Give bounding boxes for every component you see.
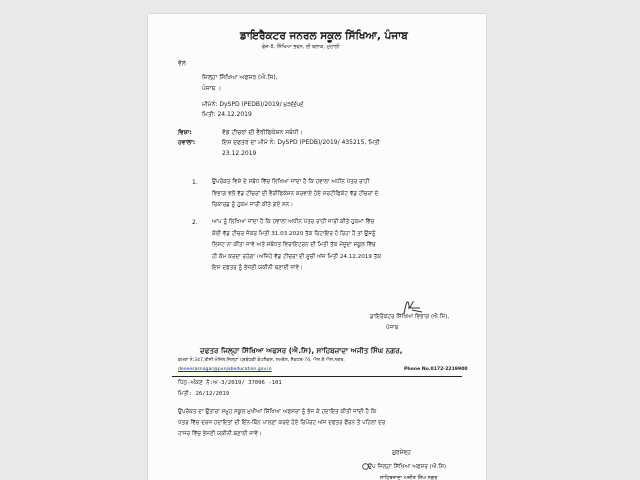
reference-line-2: 23.12.2019 <box>222 150 257 157</box>
subject-label: ਵਿਸ਼ਾ: <box>178 129 192 136</box>
memo-number: ਮੀਮੋਨੰ: DySPD (PEDB)/2019/ ੪੩੬੬੫੬ <box>202 101 304 108</box>
paragraph-line: ਉਪਰੋਕਤ ਵਿਸ਼ੇ ਦੇ ਸਬੰਧ ਵਿੱਚ ਲਿਖਿਆ ਜਾਂਦਾ ਹੈ ਕਿ ਹਵਾਲਾ ਅਧੀਨ ਪੱਤਰ ਰਾਹੀਂ <box>212 179 370 185</box>
endorsement-line: ਹਾਜਰ ਵਿੱਚ ਭੇਜਣੀ ਯਕੀਨੀ ਬਣਾਈ ਜਾਵੇ। <box>178 431 262 437</box>
paragraph-2-number: 2. <box>192 219 198 226</box>
paragraph-line: ਵਿਭਾਗ ਵਲੋਂ ਵੱਡ ਟੀਚਰਾਂ ਦੀ ਵੈਰੀਫਿਕੇਸ਼ਨ ਕਰਵਾਏ ਹੋਏ ਸਰਟੀਫਿਕੇਟ ਵੱਡ ਟੀਚਰਾਂ ਦੇ <box>212 190 379 197</box>
deputy-designation: ਉਪ ਜਿਲ੍ਹਾ ਸਿੱਖਿਆ ਅਫਸਰ (ਐ.ਸਿ) <box>368 464 447 470</box>
subject-text: ਵੱਡ ਟੀਚਰਾਂ ਦੀ ਵੈਰੀਫਿਕੇਸ਼ਨ ਸਬੰਧੀ। <box>222 129 303 136</box>
endorsement-line: ਪੱਤਰ ਵਿੱਚ ਦਰਜ ਹਦਾਇਤਾਂ ਦੀ ਇੰਨ-ਬਿੰਨ ਪਾਲਣਾ ਕਰਦੇ ਹੋਏ ਰਿਪੋਰਟ ਅੱਜ ਦਫਤਰ ਫੌਰਨ ਤੋਂ ਪਹਿਲਾਂ ਦਰ <box>178 420 386 426</box>
letter-header-address: ਫੇਜ਼-8, ਸਿੱਖਿਆ ਭਵਨ, ਈ ਬਲਾਕ, ਮੁਹਾਲੀ <box>262 44 340 50</box>
paragraph-line: ਰਿਕਾਰਡ ਨੂੰ ਹੁਕਮ ਜਾਰੀ ਕੀਤੇ ਗਏ ਸਨ। <box>212 202 294 208</box>
director-designation: ਡਾਇਰੈਕਟਰ ਸਿੱਖਿਆ ਵਿਭਾਗ (ਐ.ਸਿ), <box>370 314 450 320</box>
reference-line-1: ਇਸ ਦਫਤਰ ਦਾ ਮੀਮੋ ਨੰ: DySPD (PEDB)/2019/ 435215, ਮਿਤੀ <box>222 139 380 146</box>
to-label: ਵੱਲ <box>178 60 186 67</box>
letter-header-title: ਡਾਇਰੈਕਟਰ ਜਨਰਲ ਸਕੂਲ ਸਿੱਖਿਆ, ਪੰਜਾਬ <box>240 30 408 42</box>
endorsement-line: ਉਪਰੋਕਤ ਦਾ ਉਤਾਰਾ ਸਮੂਹ ਸਕੂਲ ਮੁਖੀਆਂ ਸਿੱਖਿਆ ਅਫਸਰਾਂ ਨੂੰ ਭੇਜ ਕੇ ਹਦਾਇਤ ਕੀਤੀ ਜਾਂਦੀ ਹੈ ਕਿ <box>178 409 377 415</box>
endorsement-email-link[interactable]: deoeesasnagar@punjabeducation.gov.in <box>178 367 272 372</box>
director-place: ਪੰਜਾਬ <box>386 325 399 331</box>
addressee: ਜਿਲ੍ਹਾ ਸਿੱਖਿਆ ਅਫਸਰ (ਐ.ਸਿ), <box>202 74 278 81</box>
endorsement-phone: Phone No.0172-2219900 <box>404 367 468 372</box>
paragraph-line: ਇਸ ਦਫਤਰ ਨੂੰ ਭੇਜਣੀ ਯਕੀਨੀ ਬਣਾਈ ਜਾਵੇ। <box>212 265 303 271</box>
reference-label: ਹਵਾਲਾ: <box>178 139 196 146</box>
paragraph-line: ਕੋਈ ਵੱਡ ਟੀਚਰ ਜੋਕਰ ਮਿਤੀ 31.03.2020 ਤੱਕ ਰਿਟਾਇਰ ਹੋ ਰਿਹਾ ਹੈ ਤਾਂ ਉਸਨੂੰ <box>212 230 376 237</box>
paragraph-line: ਹੀ ਕੰਮ ਕਰਦਾ ਰਹੇਗਾ।ਅਜਿਹੇ ਵੱਡ ਟੀਚਰਾਂ ਦੀ ਸੂਚੀ ਅੱਜ ਮਿਤੀ 24.12.2019 ਤੱਕ <box>212 253 382 260</box>
memo-date: ਮਿਤੀ: 24.12.2019 <box>202 111 252 118</box>
endorsement-number: ਪਿੱਠ-ਅੰਕਣ ਨੰ:ਅ-3/2019/ 37096 -101 <box>178 380 282 386</box>
paragraph-line: ਲਿਸਟ ਨਾ ਕੀਤਾ ਜਾਵੇ ਅਤੇ ਸਬੰਧਤ ਵਿਰਾਇਟਰਨ ਦੀ ਮਿਤੀ ਤੱਕ ਮੌਜੂਦਾ ਸਕੂਲ ਵਿੱਚ <box>212 242 376 248</box>
deputy-place: ਸਾਹਿਬਜ਼ਾਦਾ ਅਜੀਤ ਸਿੰਘ ਨਗਰ <box>380 475 438 480</box>
paragraph-line: ਆਪ ਨੂੰ ਲਿਖਿਆ ਜਾਂਦਾ ਹੈ ਕਿ ਹਵਾਲਾ ਅਧੀਨ ਪੱਤਰ ਰਾਹੀਂ ਜਾਰੀ ਕੀਤੇ ਹੁਕਮਾਂ ਵਿੱਚ <box>212 219 375 225</box>
paragraph-1-number: 1. <box>192 179 198 186</box>
paragraph-1 <box>212 177 378 212</box>
letterhead-divider <box>172 376 462 377</box>
paragraph-2 <box>212 217 381 275</box>
endorsement-letterhead-address: ਕਮਰਾ ਨੰ:347,ਤੀਜੀ ਮੰਜਿਲ,ਜਿਲ੍ਹਾ ਪ੍ਰਬੰਧਕੀ ਕੰਪਲੈਕਸ, ਸਮਰੋਲ, ਸੈਕਟਰ-76, ਐਸ.ਏ.ਐਸ.ਨਗਰ. <box>178 358 345 363</box>
addressee-place: ਪੰਜਾਬ । <box>202 85 222 92</box>
endorsement-body <box>178 407 385 440</box>
endorsement-date: ਮਿਤੀ: 26/12/2019 <box>178 391 230 397</box>
deputy-signature: ਗੁਰਸੇਵ੍ਹ <box>392 450 411 456</box>
letter-page <box>148 14 486 480</box>
endorsement-letterhead-title: ਦਫਤਰ ਜਿਲ੍ਹਾ ਸਿੱਖਿਆ ਅਫਸਰ (ਐ.ਸਿ), ਸਾਹਿਬਜ਼ਾਦਾ ਅਜੀਤ ਸਿੰਘ ਨਗਰ, <box>200 346 403 355</box>
